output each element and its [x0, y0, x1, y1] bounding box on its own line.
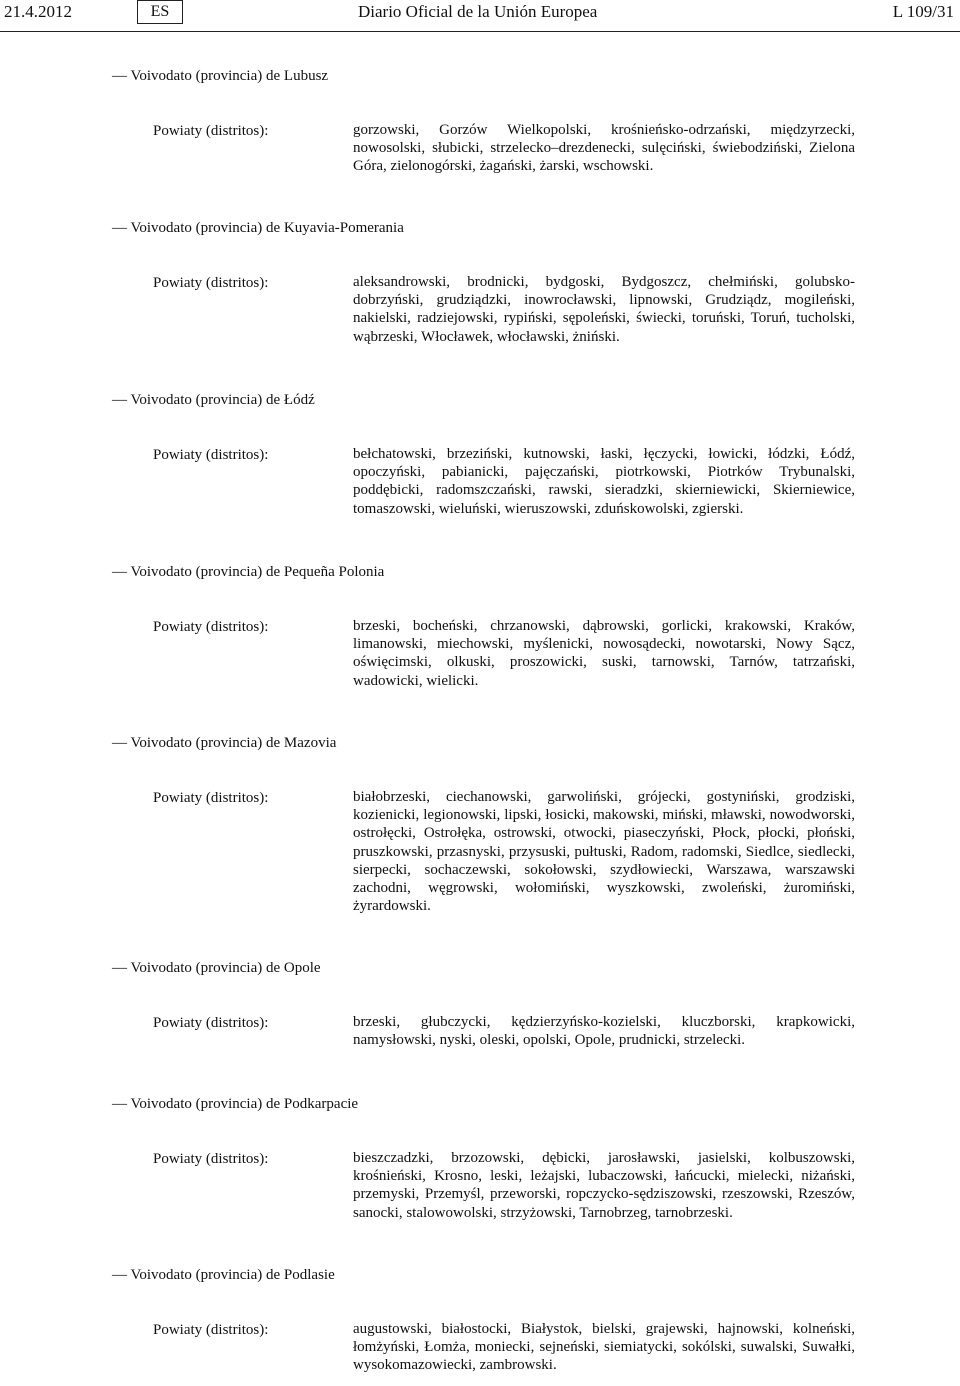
districts-label: Powiaty (distritos):	[153, 1015, 269, 1031]
districts-label: Powiaty (distritos):	[153, 123, 269, 139]
districts-list: augustowski, białostocki, Białystok, bielski, grajewski, hajnowski, kolneński, łomżyński, Łomża, moniecki, sejneński, siemiatycki, sokólski, suwalski, Suwałki, wysokomazowiecki, zambrowski.	[353, 1321, 855, 1374]
section-title: — Voivodato (provincia) de Mazovia	[112, 735, 337, 751]
districts-label: Powiaty (distritos):	[153, 1322, 269, 1338]
section-title: — Voivodato (provincia) de Lubusz	[112, 68, 329, 84]
language-badge: ES	[137, 0, 183, 24]
page-header	[0, 0, 960, 32]
section-title: — Voivodato (provincia) de Podkarpacie	[112, 1096, 359, 1112]
section-title: — Voivodato (provincia) de Podlasie	[112, 1267, 335, 1283]
districts-list: białobrzeski, ciechanowski, garwoliński, grójecki, gostyniński, grodziski, kozienicki, legionowski, lipski, łosicki, makowski, miński, mławski, nowodworski, ostrołęcki, Ostrołęka, ostrowski, otwocki, piaseczyński, Płock, płocki, płoński, pruszkowski, przasnyski, przysuski, pułtuski, Radom, radomski, Siedlce, siedlecki, sierpecki, sochaczewski, sokołowski, szydłowiecki, Warszawa, warszawski zachodni, węgrowski, wołomiński, wyszkowski, zwoleński, żuromiński, żyrardowski.	[353, 789, 855, 915]
districts-list: gorzowski, Gorzów Wielkopolski, krośnieńsko-odrzański, międzyrzecki, nowosolski, słubicki, strzelecko–drezdenecki, sulęciński, świebodziński, Zielona Góra, zielonogórski, żagański, żarski, wschowski.	[353, 122, 855, 175]
header-divider	[0, 31, 960, 32]
districts-label: Powiaty (distritos):	[153, 790, 269, 806]
districts-label: Powiaty (distritos):	[153, 619, 269, 635]
districts-label: Powiaty (distritos):	[153, 1151, 269, 1167]
districts-list: brzeski, bocheński, chrzanowski, dąbrowski, gorlicki, krakowski, Kraków, limanowski, miechowski, myślenicki, nowosądecki, nowotarski, Nowy Sącz, oświęcimski, olkuski, proszowicki, suski, tarnowski, Tarnów, tatrzański, wadowicki, wielicki.	[353, 618, 855, 689]
section-title: — Voivodato (provincia) de Kuyavia-Pomerania	[112, 220, 404, 236]
districts-label: Powiaty (distritos):	[153, 447, 269, 463]
districts-list: brzeski, głubczycki, kędzierzyńsko-kozielski, kluczborski, krapkowicki, namysłowski, nyski, oleski, opolski, Opole, prudnicki, strzelecki.	[353, 1014, 855, 1049]
page-reference: L 109/31	[892, 2, 954, 21]
publication-date: 21.4.2012	[4, 2, 72, 21]
section-title: — Voivodato (provincia) de Pequeña Polonia	[112, 564, 385, 580]
journal-title: Diario Oficial de la Unión Europea	[358, 2, 598, 21]
districts-label: Powiaty (distritos):	[153, 275, 269, 291]
section-title: — Voivodato (provincia) de Łódź	[112, 392, 315, 408]
districts-list: bieszczadzki, brzozowski, dębicki, jarosławski, jasielski, kolbuszowski, krośnieński, Krosno, leski, leżajski, lubaczowski, łańcucki, mielecki, niżański, przemyski, Przemyśl, przeworski, ropczycko-sędziszowski, rzeszowski, Rzeszów, sanocki, stalowowolski, strzyżowski, Tarnobrzeg, tarnobrzeski.	[353, 1150, 855, 1221]
districts-list: aleksandrowski, brodnicki, bydgoski, Bydgoszcz, chełmiński, golubsko-dobrzyński, grudziądzki, inowrocławski, lipnowski, Grudziądz, mogileński, nakielski, radziejowski, rypiński, sępoleński, świecki, toruński, Toruń, tucholski, wąbrzeski, Włocławek, włocławski, żniński.	[353, 274, 855, 345]
districts-list: bełchatowski, brzeziński, kutnowski, łaski, łęczycki, łowicki, łódzki, Łódź, opoczyński, pabianicki, pajęczański, piotrkowski, Piotrków Trybunalski, poddębicki, radomszczański, rawski, sieradzki, skierniewicki, Skierniewice, tomaszowski, wieluński, wieruszowski, zduńskowolski, zgierski.	[353, 446, 855, 517]
section-title: — Voivodato (provincia) de Opole	[112, 960, 321, 976]
